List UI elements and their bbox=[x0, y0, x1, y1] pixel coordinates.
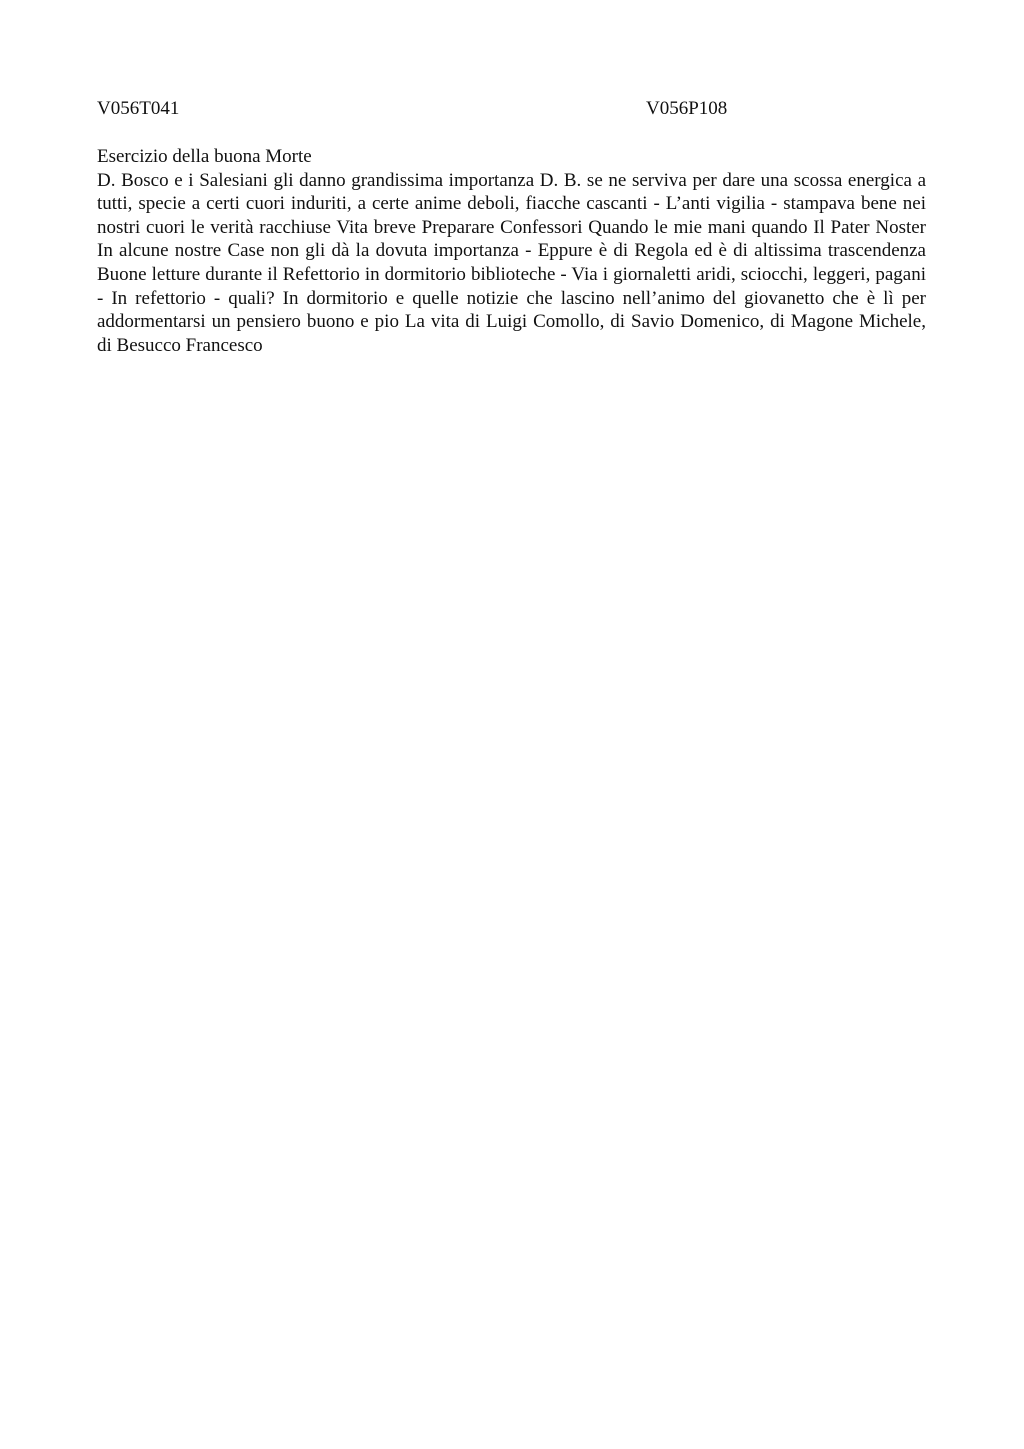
document-content bbox=[97, 145, 926, 357]
page-code-right: V056P108 bbox=[646, 98, 728, 119]
document-title: Esercizio della buona Morte bbox=[97, 146, 312, 167]
document-code-left: V056T041 bbox=[97, 98, 180, 119]
document-body-paragraph: D. Bosco e i Salesiani gli danno grandissima importanza D. B. se ne serviva per dare una scossa energica a tutti, specie a certi cuori induriti, a certe anime deboli, fiacche cascanti - L’anti vigilia - stampava bene nei nostri cuori le verità racchiuse Vita breve Preparare Confessori Quando le mie mani quando Il Pater Noster In alcune nostre Case non gli dà la dovuta importanza - Eppure è di Regola ed è di altissima trascendenza Buone letture durante il Refettorio in dormitorio biblioteche - Via i giornaletti aridi, sciocchi, leggeri, pagani - In refettorio - quali? In dormitorio e quelle notizie che lascino nell’animo del giovanetto che è lì per addormentarsi un pensiero buono e pio La vita di Luigi Comollo, di Savio Domenico, di Magone Michele, di Besucco Francesco bbox=[97, 169, 926, 356]
